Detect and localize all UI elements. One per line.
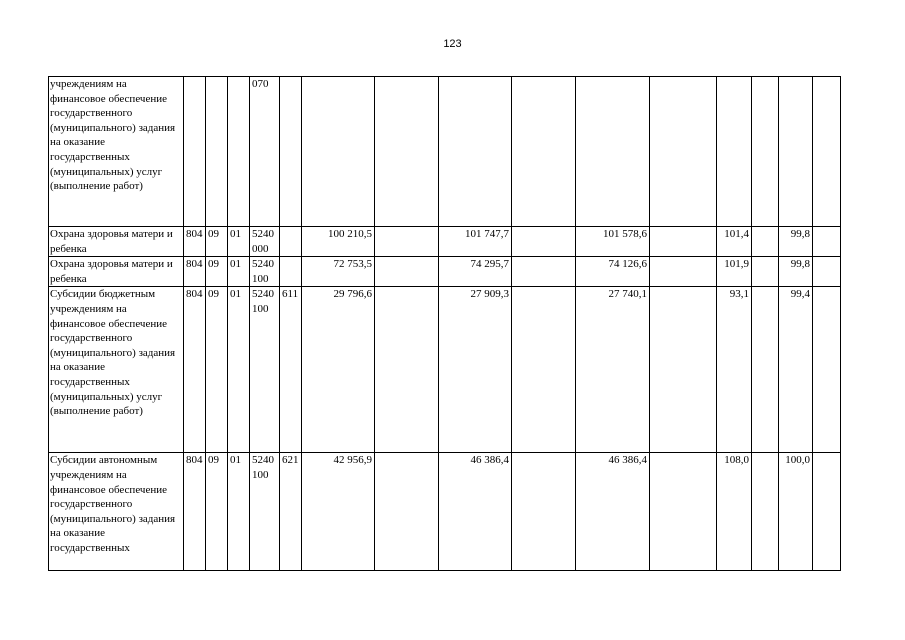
cell-section-code: 09 [206,227,228,257]
cell-empty [813,227,841,257]
cell-value-1: 72 753,5 [302,257,375,287]
cell-empty [512,77,576,227]
cell-empty [650,453,717,571]
cell-section-code: 09 [206,453,228,571]
cell-percent-1: 101,9 [717,257,752,287]
cell-subsection-code: 01 [228,257,250,287]
cell-percent-1 [717,77,752,227]
cell-percent-2: 100,0 [779,453,813,571]
table-row [49,257,841,287]
cell-value-2: 27 909,3 [439,287,512,453]
cell-target-code: 5240 100 [250,287,280,453]
cell-empty [813,453,841,571]
cell-percent-2: 99,4 [779,287,813,453]
cell-value-1: 100 210,5 [302,227,375,257]
cell-empty [752,227,779,257]
cell-name: учреждениям на финансовое обеспечение государственного (муниципального) задания на оказание государственных (муниципальных) услуг (выполнение работ) [49,77,184,227]
cell-value-1: 29 796,6 [302,287,375,453]
cell-expense-type [280,227,302,257]
cell-name: Охрана здоровья матери и ребенка [49,257,184,287]
cell-name: Субсидии автономным учреждениям на финансовое обеспечение государственного (муниципального) задания на оказание государственных [49,453,184,571]
cell-section-code: 09 [206,257,228,287]
cell-ministry-code: 804 [184,227,206,257]
cell-empty [375,287,439,453]
cell-empty [752,77,779,227]
cell-target-code: 5240 100 [250,257,280,287]
cell-percent-2: 99,8 [779,227,813,257]
cell-target-code: 5240 000 [250,227,280,257]
cell-empty [813,77,841,227]
table-row [49,227,841,257]
cell-ministry-code [184,77,206,227]
table-row [49,453,841,571]
cell-percent-1: 93,1 [717,287,752,453]
cell-name: Субсидии бюджетным учреждениям на финансовое обеспечение государственного (муниципального) задания на оказание государственных (муниципальных) услуг (выполнение работ) [49,287,184,453]
table-row [49,77,841,227]
cell-empty [752,287,779,453]
cell-section-code: 09 [206,287,228,453]
cell-expense-type [280,77,302,227]
cell-empty [375,257,439,287]
budget-table [48,76,841,571]
cell-value-2 [439,77,512,227]
cell-name: Охрана здоровья матери и ребенка [49,227,184,257]
cell-empty [650,257,717,287]
cell-subsection-code: 01 [228,227,250,257]
cell-target-code: 5240 100 [250,453,280,571]
cell-ministry-code: 804 [184,257,206,287]
cell-value-1: 42 956,9 [302,453,375,571]
cell-empty [650,287,717,453]
cell-expense-type: 621 [280,453,302,571]
cell-value-3 [576,77,650,227]
cell-value-3: 74 126,6 [576,257,650,287]
cell-percent-1: 108,0 [717,453,752,571]
cell-empty [512,227,576,257]
cell-percent-1: 101,4 [717,227,752,257]
cell-subsection-code [228,77,250,227]
cell-ministry-code: 804 [184,287,206,453]
cell-empty [512,453,576,571]
cell-empty [650,227,717,257]
page-number: 123 [443,38,462,50]
cell-empty [375,77,439,227]
cell-value-2: 101 747,7 [439,227,512,257]
cell-empty [752,257,779,287]
table-row [49,287,841,453]
cell-empty [512,287,576,453]
table-body [49,77,841,571]
cell-empty [375,453,439,571]
cell-empty [650,77,717,227]
cell-empty [752,453,779,571]
cell-empty [512,257,576,287]
cell-expense-type [280,257,302,287]
cell-empty [813,287,841,453]
cell-subsection-code: 01 [228,453,250,571]
cell-empty [375,227,439,257]
cell-expense-type: 611 [280,287,302,453]
cell-value-1 [302,77,375,227]
cell-value-3: 27 740,1 [576,287,650,453]
cell-value-2: 74 295,7 [439,257,512,287]
cell-percent-2: 99,8 [779,257,813,287]
cell-target-code: 070 [250,77,280,227]
cell-subsection-code: 01 [228,287,250,453]
cell-empty [813,257,841,287]
cell-value-2: 46 386,4 [439,453,512,571]
cell-percent-2 [779,77,813,227]
cell-value-3: 101 578,6 [576,227,650,257]
cell-value-3: 46 386,4 [576,453,650,571]
cell-ministry-code: 804 [184,453,206,571]
cell-section-code [206,77,228,227]
